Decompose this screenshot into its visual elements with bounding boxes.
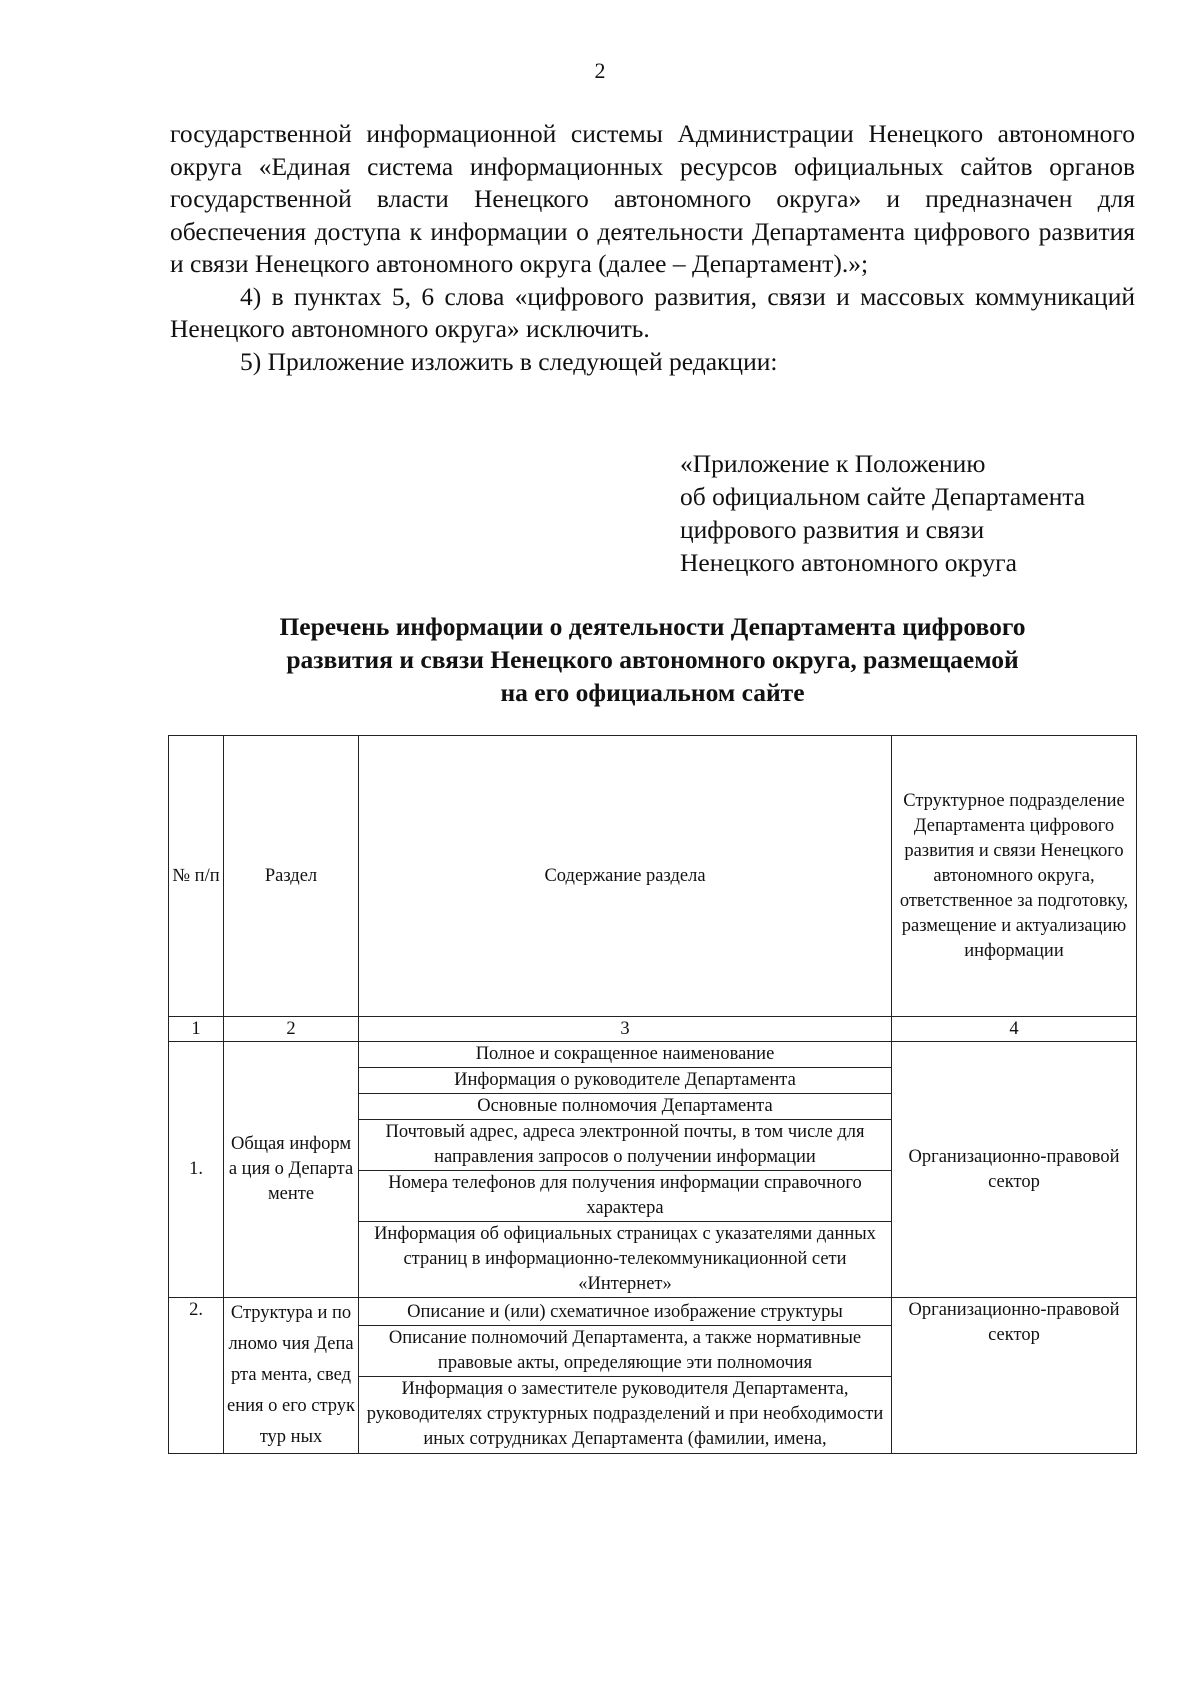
paragraph-item-5: 5) Приложение изложить в следующей редакции: [240, 346, 778, 376]
column-number: 3 [359, 1017, 892, 1042]
column-number: 1 [169, 1017, 224, 1042]
header-section: Раздел [224, 736, 359, 1017]
annex-line: «Приложение к Положению [680, 449, 986, 478]
table-row [169, 1298, 1137, 1454]
row-section: Общая информа ция о Департа менте [224, 1042, 359, 1298]
title-line: развития и связи Ненецкого автономного округа, размещаемой [286, 645, 1019, 674]
page-number: 2 [594, 58, 606, 83]
table-row [169, 1042, 1137, 1298]
content-item: Информация об официальных страницах с указателями данных страниц в информационно-телекоммуникационной сети «Интернет» [374, 1224, 876, 1294]
header-num: № п/п [169, 736, 224, 1017]
column-number: 4 [892, 1017, 1137, 1042]
content-item: Информация о заместителе руководителя Департамента, руководителях структурных подразделений и при необходимости иных сотрудниках Департамента (фамилии, имена, [366, 1378, 884, 1449]
row-content [359, 1042, 892, 1298]
content-item: Описание полномочий Департамента, а также нормативные правовые акты, определяющие эти полномочия [359, 1326, 891, 1377]
content-item: Основные полномочия Департамента [359, 1094, 891, 1120]
column-number-row [169, 1017, 1137, 1042]
paragraph-item-4: 4) в пунктах 5, 6 слова «цифрового развития, связи и массовых коммуникаций Ненецкого автономного округа» исключить. [170, 281, 1135, 343]
row-number: 1. [169, 1042, 224, 1298]
information-list-table [168, 735, 1137, 1454]
annex-line: Ненецкого автономного округа [680, 548, 1017, 577]
header-content: Содержание раздела [359, 736, 892, 1017]
annex-heading [680, 447, 1150, 579]
row-number: 2. [169, 1298, 224, 1454]
title-line: на его официальном сайте [500, 678, 805, 707]
body-text [170, 118, 1135, 378]
document-title [170, 610, 1135, 709]
paragraph-continuation: государственной информационной системы Администрации Ненецкого автономного округа «Единая система информационных ресурсов официальных сайтов органов государственной власти Ненецкого автономного округа» и предназначен для обеспечения доступа к информации о деятельности Департамента цифрового развития и связи Ненецкого автономного округа (далее – Департамент).»; [170, 119, 1135, 278]
row-section: Структура и полномо чия Департа мента, сведения о его структур ных [224, 1298, 359, 1454]
content-item: Почтовый адрес, адреса электронной почты, в том числе для направления запросов о получении информации [359, 1120, 891, 1171]
content-item: Полное и сокращенное наименование [359, 1042, 891, 1068]
row-responsible: Организационно-правовой сектор [892, 1298, 1137, 1454]
annex-line: цифрового развития и связи [680, 515, 985, 544]
row-content [359, 1298, 892, 1454]
title-line: Перечень информации о деятельности Департамента цифрового [279, 612, 1026, 641]
content-item: Номера телефонов для получения информации справочного характера [359, 1171, 891, 1222]
content-item: Информация о руководителе Департамента [359, 1068, 891, 1094]
table-header-row [169, 736, 1137, 1017]
row-responsible: Организационно-правовой сектор [892, 1042, 1137, 1298]
annex-line: об официальном сайте Департамента [680, 482, 1086, 511]
content-item: Описание и (или) схематичное изображение структуры [359, 1300, 891, 1326]
column-number: 2 [224, 1017, 359, 1042]
header-responsible: Структурное подразделение Департамента цифрового развития и связи Ненецкого автономного округа, ответственное за подготовку, размещение и актуализацию информации [892, 736, 1137, 1017]
